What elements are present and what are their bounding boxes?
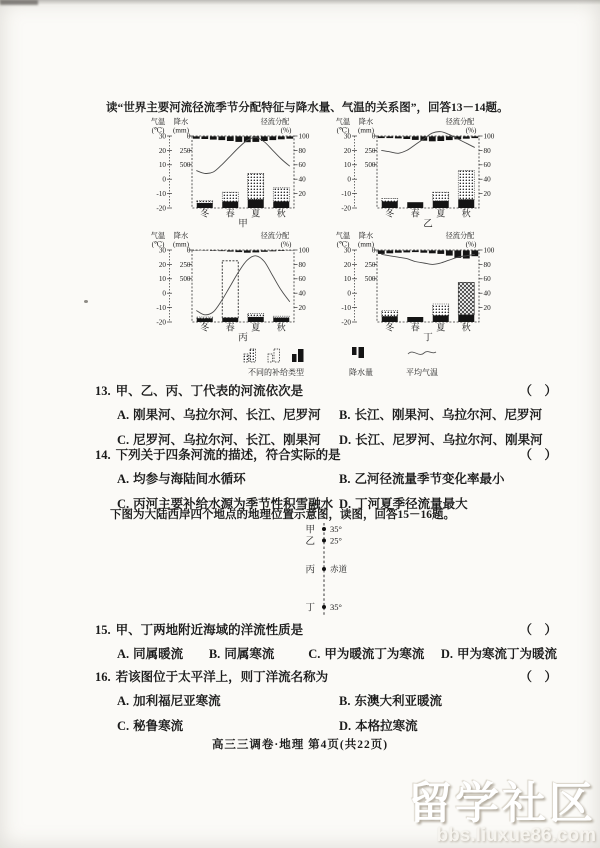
option-label: C.: [117, 497, 130, 511]
temp-tick-label: 10: [158, 275, 166, 284]
precip-bar: [235, 250, 242, 252]
runoff-tick-label: 60: [483, 161, 491, 170]
precip-tick-label: 0: [371, 246, 376, 255]
runoff-bar-rain: [458, 315, 474, 322]
precip-bar: [269, 250, 276, 251]
runoff-bar-rain: [407, 202, 423, 208]
runoff-bar-rain: [433, 201, 449, 208]
avg-temp-curve: [381, 132, 475, 154]
scan-artifact-speck: [84, 300, 88, 303]
climate-chart-乙: [321, 116, 506, 228]
temp-axis-title: 气温: [335, 118, 351, 126]
runoff-tick-label: 80: [483, 146, 491, 155]
temp-tick-label: -10: [156, 190, 166, 198]
passage-intro-15-16: 下图为大陆西岸四个地点的地理位置示意图，读图，回答15－16题。: [110, 509, 455, 521]
precip-bar: [278, 136, 285, 139]
question-text: 甲、丁两地附近海域的洋流性质是: [115, 623, 304, 637]
temp-tick-label: -10: [156, 304, 166, 312]
temp-tick-label: 30: [343, 246, 351, 255]
option-b: [339, 691, 557, 709]
precip-bar: [278, 250, 285, 251]
option-label: D.: [440, 647, 453, 661]
precip-bar: [210, 250, 217, 251]
option-label: D.: [339, 433, 352, 447]
option-d: [441, 644, 557, 662]
option-label: D.: [339, 719, 352, 733]
question-number: 16.: [95, 670, 111, 684]
precip-axis-unit: (mm): [358, 126, 374, 135]
location-point-丙: [322, 567, 326, 571]
temp-tick-label: 10: [343, 275, 351, 284]
option-text: 同属寒流: [224, 647, 275, 661]
temp-axis-title: 气温: [150, 118, 166, 126]
runoff-tick-label: 100: [298, 132, 310, 141]
runoff-tick-label: 80: [483, 260, 491, 269]
option-label: A.: [117, 647, 130, 661]
temp-tick-label: 0: [162, 175, 166, 184]
option-text: 乙河径流量季节变化率最小: [354, 472, 505, 486]
precip-tick-label: 500: [179, 161, 191, 170]
temp-tick-label: -20: [341, 318, 351, 327]
option-text: 加利福尼亚寒流: [133, 694, 221, 708]
season-label: 秋: [276, 322, 286, 333]
runoff-tick-label: 20: [483, 304, 491, 312]
chart-legend: [240, 343, 450, 385]
precip-bar: [420, 250, 427, 252]
runoff-tick-label: 40: [483, 175, 491, 184]
runoff-bar-rain: [197, 203, 213, 208]
precip-bar: [403, 136, 410, 139]
location-point-latitude: 赤道: [330, 564, 348, 574]
runoff-axis-unit: (%): [280, 240, 292, 249]
runoff-bar-rain: [382, 316, 398, 322]
precip-tick-label: 500: [364, 161, 376, 170]
question-line: [95, 445, 557, 463]
option-b: [209, 644, 308, 662]
runoff-axis-title: 径流分配: [445, 232, 475, 240]
runoff-bar-rain: [382, 202, 398, 209]
runoff-bar-dots: [382, 199, 398, 202]
option-text: 甲为暖流丁为寒流: [324, 647, 425, 661]
precip-bar: [412, 250, 419, 252]
question-text: 甲、乙、丙、丁代表的河流依次是: [115, 384, 304, 398]
precip-bar: [218, 136, 225, 140]
climate-chart-丙: [136, 230, 321, 342]
runoff-tick-label: 100: [298, 246, 310, 255]
precip-bar: [437, 250, 444, 254]
runoff-bar-rain: [407, 317, 423, 322]
avg-temp-curve: [196, 256, 289, 315]
precip-bar: [227, 250, 234, 251]
temp-axis-unit: (℃): [151, 240, 165, 249]
runoff-tick-label: 60: [483, 275, 491, 284]
runoff-axis-unit: (%): [465, 126, 477, 135]
temp-axis-unit: (℃): [336, 126, 350, 135]
precip-bar: [395, 250, 402, 252]
runoff-tick-label: 100: [483, 132, 495, 141]
runoff-bar-rain: [222, 318, 238, 322]
location-point-乙: [322, 539, 326, 543]
runoff-tick-label: 60: [298, 275, 306, 284]
runoff-bar-dots: [197, 317, 213, 318]
season-label: 春: [410, 208, 420, 219]
temp-axis-title: 气温: [150, 232, 166, 240]
location-point-name: 丁: [305, 603, 315, 614]
temp-tick-label: 30: [158, 132, 166, 141]
option-label: A.: [117, 472, 130, 486]
option-a: [117, 469, 339, 487]
runoff-bar-rain: [248, 317, 264, 322]
climate-chart-甲: [136, 116, 321, 228]
option-label: D.: [339, 497, 352, 511]
option-label: B.: [208, 647, 221, 661]
page-footer: 高三三调卷·地理 第4页(共22页): [211, 739, 389, 751]
season-label: 冬: [385, 208, 395, 219]
precip-bar: [412, 136, 419, 140]
legend-label-avg-temp: 平均气温: [406, 368, 438, 377]
scan-artifact-top: [0, 0, 600, 5]
runoff-bar-outline: [222, 261, 238, 318]
precip-axis-unit: (mm): [358, 240, 374, 249]
runoff-axis-unit: (%): [280, 126, 292, 135]
temp-tick-label: 20: [343, 146, 351, 155]
location-diagram-svg: [286, 518, 401, 620]
question-14: [95, 445, 557, 512]
option-a: [117, 405, 339, 423]
option-a: [117, 691, 339, 709]
temp-axis-title: 气温: [335, 232, 351, 240]
precip-bar: [218, 250, 225, 251]
temp-tick-label: 20: [343, 260, 351, 269]
chart-name: 甲: [238, 219, 248, 228]
option-text: 丁河夏季径流量最大: [355, 497, 468, 511]
precip-axis-title: 降水: [358, 118, 374, 126]
legend-bar: [244, 354, 249, 362]
season-label: 春: [225, 322, 235, 333]
precip-bar: [252, 250, 259, 252]
precip-bar: [261, 250, 268, 251]
precip-tick-label: 250: [179, 146, 191, 155]
season-label: 春: [410, 322, 420, 333]
option-label: A.: [117, 408, 130, 422]
avg-temp-curve: [196, 137, 289, 173]
option-c: [117, 716, 339, 734]
runoff-bar-rain: [248, 199, 264, 208]
options-row: [95, 644, 557, 662]
legend-precip-bar: [352, 347, 357, 355]
answer-bracket: （ ）: [519, 670, 557, 684]
chart-name: 丁: [423, 333, 433, 342]
season-label: 冬: [385, 322, 395, 333]
temp-tick-label: -20: [341, 204, 351, 213]
temp-tick-label: 10: [343, 161, 351, 170]
scan-artifact-corner: [0, 0, 38, 5]
location-point-latitude: 25°: [330, 535, 342, 546]
precip-bar: [471, 250, 478, 256]
runoff-bar-rain: [458, 199, 474, 208]
question-text: 若该图位于太平洋上，则丁洋流名称为: [115, 670, 329, 684]
runoff-bar-rain: [222, 202, 238, 209]
season-label: 秋: [461, 208, 471, 219]
precip-bar: [286, 136, 293, 138]
runoff-tick-label: 20: [298, 190, 306, 198]
precip-bar: [429, 250, 436, 253]
precip-bar: [386, 136, 393, 138]
question-15: [95, 620, 557, 662]
runoff-axis-title: 径流分配: [445, 118, 475, 126]
runoff-tick-label: 80: [298, 260, 306, 269]
precip-bar: [269, 136, 276, 140]
precip-tick-label: 0: [186, 132, 191, 141]
option-c: [308, 644, 441, 662]
legend-bar: [250, 349, 256, 362]
option-text: 均参与海陆间水循环: [133, 472, 246, 486]
answer-bracket: （ ）: [519, 623, 557, 637]
season-label: 秋: [461, 322, 471, 333]
precip-axis-title: 降水: [173, 118, 189, 126]
climate-charts: [136, 116, 506, 342]
options-row: [95, 691, 557, 734]
legend-label-supply-types: 不同的补给类型: [248, 368, 304, 377]
runoff-tick-label: 100: [483, 246, 495, 255]
location-point-name: 乙: [305, 537, 315, 547]
runoff-tick-label: 20: [298, 304, 306, 312]
runoff-bar-dots: [273, 316, 289, 317]
precip-tick-label: 0: [186, 246, 191, 255]
runoff-bar-dots: [433, 304, 449, 316]
runoff-bar-hatch: [458, 282, 474, 314]
precip-axis-unit: (mm): [173, 240, 189, 249]
option-b: [339, 469, 557, 487]
temp-tick-label: 20: [158, 260, 166, 269]
option-text: 长江、尼罗河、乌拉尔河、刚果河: [355, 433, 543, 447]
precip-bar: [210, 136, 217, 139]
precip-bar: [429, 136, 436, 141]
season-label: 夏: [251, 322, 261, 333]
runoff-bar-rain: [433, 316, 449, 323]
option-text: 秘鲁寒流: [133, 719, 184, 733]
temp-tick-label: 30: [343, 132, 351, 141]
question-line: [95, 667, 557, 685]
runoff-axis-title: 径流分配: [260, 118, 290, 126]
legend-bar: [274, 349, 280, 362]
option-text: 东澳大利亚暖流: [354, 694, 442, 708]
answer-bracket: （ ）: [519, 448, 557, 462]
runoff-bar-dots: [197, 201, 213, 203]
legend-temp-curve: [408, 352, 436, 355]
runoff-tick-label: 40: [483, 289, 491, 298]
option-label: C.: [117, 433, 130, 447]
option-d: [339, 716, 557, 734]
precip-tick-label: 500: [179, 275, 191, 284]
runoff-bar-rain: [197, 318, 213, 322]
precip-tick-label: 250: [179, 260, 191, 269]
temp-tick-label: -10: [341, 190, 351, 198]
precip-bar: [395, 136, 402, 138]
legend-label-precipitation: 降水量: [349, 368, 373, 377]
option-text: 本格拉寒流: [355, 719, 418, 733]
runoff-tick-label: 60: [298, 161, 306, 170]
precip-bar: [463, 136, 470, 138]
temp-axis-unit: (℃): [151, 126, 165, 135]
question-text: 下列关于四条河流的描述，符合实际的是: [115, 448, 341, 462]
question-line: [95, 381, 557, 399]
temp-tick-label: 20: [158, 146, 166, 155]
option-label: C.: [308, 647, 321, 661]
option-label: A.: [117, 694, 130, 708]
precip-bar: [446, 136, 453, 140]
runoff-tick-label: 40: [298, 289, 306, 298]
precip-axis-title: 降水: [358, 232, 374, 240]
option-b: [339, 405, 557, 423]
temp-tick-label: 10: [158, 161, 166, 170]
precip-axis-unit: (mm): [173, 126, 189, 135]
runoff-tick-label: 20: [483, 190, 491, 198]
question-number: 13.: [95, 384, 111, 398]
runoff-tick-label: 80: [298, 146, 306, 155]
season-label: 春: [225, 208, 235, 219]
temp-tick-label: 30: [158, 246, 166, 255]
precip-tick-label: 0: [371, 132, 376, 141]
location-point-latitude: 35°: [330, 602, 342, 612]
temp-tick-label: 0: [347, 289, 351, 298]
options-row: [95, 405, 557, 448]
legend-bar: [298, 349, 304, 362]
watermark-url: bbs.liuxue86.com: [436, 825, 596, 847]
option-text: 甲为寒流丁为暖流: [456, 647, 557, 661]
precip-bar: [378, 136, 385, 138]
temp-tick-label: -20: [156, 318, 166, 327]
precip-bar: [437, 136, 444, 141]
option-text: 长江、刚果河、乌拉尔河、尼罗河: [354, 408, 542, 422]
precip-tick-label: 250: [364, 146, 376, 155]
watermark: [408, 778, 596, 847]
season-label: 夏: [436, 208, 446, 219]
legend-svg: [240, 343, 450, 380]
precip-bar: [201, 136, 208, 139]
option-text: 同属暖流: [133, 647, 184, 661]
precip-bar: [378, 250, 385, 254]
runoff-axis-title: 径流分配: [260, 232, 290, 240]
location-diagram: [286, 518, 401, 625]
legend-precip-bar: [359, 347, 365, 358]
temp-axis-unit: (℃): [336, 240, 350, 249]
runoff-bar-dots: [248, 313, 264, 317]
precip-bar: [446, 250, 453, 255]
temp-tick-label: -10: [341, 304, 351, 312]
option-label: C.: [117, 719, 130, 733]
runoff-tick-label: 40: [298, 175, 306, 184]
season-label: 夏: [251, 208, 261, 219]
location-point-name: 甲: [305, 525, 315, 536]
option-label: B.: [339, 408, 351, 422]
precip-tick-label: 500: [364, 275, 376, 284]
runoff-bar-dots: [248, 173, 264, 199]
question-line: [95, 620, 557, 638]
option-label: B.: [339, 694, 351, 708]
option-a: [117, 644, 209, 662]
season-label: 夏: [436, 322, 446, 333]
chart-name: 乙: [423, 219, 433, 228]
location-point-丁: [322, 605, 326, 609]
runoff-bar-dots: [458, 171, 474, 200]
option-text: 尼罗河、乌拉尔河、长江、刚果河: [133, 433, 321, 447]
temp-tick-label: 0: [162, 289, 166, 298]
precip-axis-title: 降水: [173, 232, 189, 240]
runoff-bar-dots: [433, 192, 449, 201]
option-text: 刚果河、乌拉尔河、长江、尼罗河: [133, 408, 321, 422]
question-number: 14.: [95, 448, 111, 462]
watermark-title: 留学社区: [408, 778, 596, 828]
passage-intro-13-14: 读“世界主要河流径流季节分配特征与降水量、气温的关系图”，回答13－14题。: [106, 102, 509, 114]
question-number: 15.: [95, 623, 111, 637]
option-text: 丙河主要补给水源为季节性积雪融水: [133, 497, 334, 511]
location-point-name: 丙: [305, 565, 315, 576]
temp-tick-label: 0: [347, 175, 351, 184]
season-label: 冬: [200, 208, 210, 219]
runoff-bar-rain: [273, 202, 289, 209]
question-13: [95, 381, 557, 448]
precip-bar: [463, 250, 470, 258]
answer-bracket: （ ）: [519, 384, 557, 398]
location-point-latitude: 35°: [330, 524, 342, 534]
runoff-bar-dots: [222, 192, 238, 201]
runoff-bar-dots: [273, 188, 289, 202]
runoff-axis-unit: (%): [465, 240, 477, 249]
legend-bar: [292, 354, 297, 362]
runoff-bar-rain: [273, 318, 289, 322]
precip-tick-label: 250: [364, 260, 376, 269]
temp-tick-label: -20: [156, 204, 166, 213]
precip-bar: [193, 136, 200, 138]
season-label: 冬: [200, 322, 210, 333]
runoff-bar-dots: [382, 311, 398, 317]
legend-bar: [268, 354, 273, 362]
location-point-甲: [322, 527, 326, 531]
option-label: B.: [339, 472, 351, 486]
climate-chart-丁: [321, 230, 506, 342]
chart-name: 丙: [238, 333, 248, 342]
precip-bar: [471, 136, 478, 138]
precip-bar: [403, 250, 410, 252]
precip-bar: [386, 250, 393, 253]
precip-bar: [227, 136, 234, 141]
question-16: [95, 667, 557, 734]
precip-bar: [235, 136, 242, 142]
season-label: 秋: [276, 208, 286, 219]
precip-bar: [244, 250, 251, 252]
